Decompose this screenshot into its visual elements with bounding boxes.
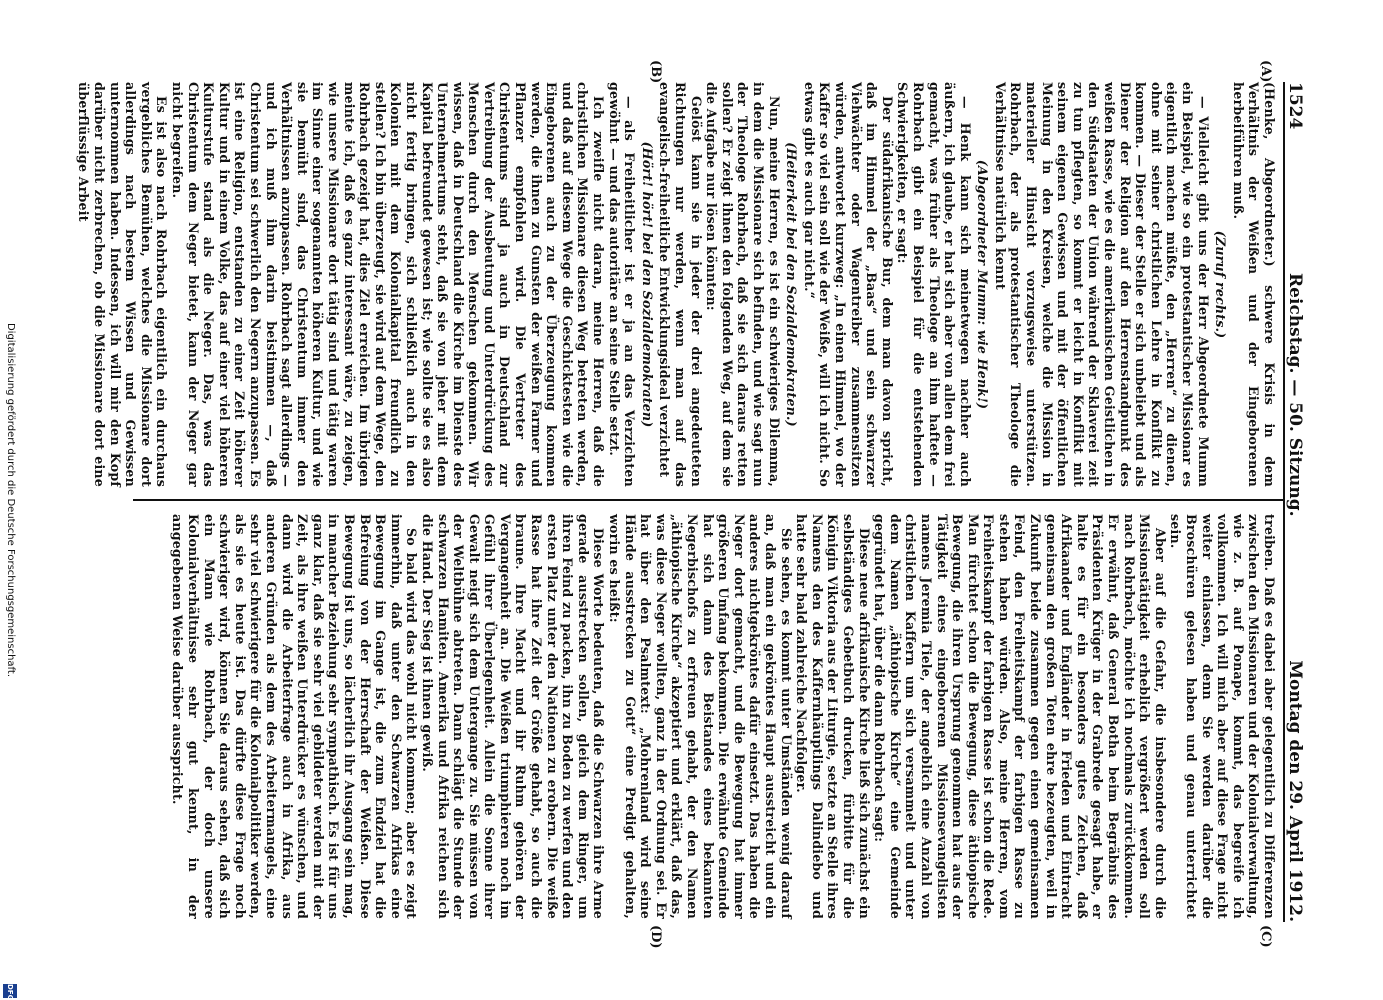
paragraph: So bald wird das wohl nicht kommen; aber es zeigt immerhin, daß unter den Schwarzen Afrikas eine Bewegung im Gange ist, die zum Endziel hat die Befreiung von der Herrschaft der Weißen. Diese Bewegung ist uns, so lächerlich ihr Ausgang sein mag, in mancher Beziehung sehr sympathisch. Es ist für uns ganz klar, daß sie sehr viel gebildeter werden mit der Zeit, als ihre weißen Unterdrücker es wünschen, und dann wird die Arbeiterfrage auch in Afrika, aus anderen Gründen als dem des Arbeitermangels, eine sehr viel schwierigere für die Kolonialpolitiker werden, als sie es heute ist. Das dürfte diese Frage noch schwieriger wird, können Sie daraus sehen, daß sich ein Mann wie Rohrbach, der doch unsere Kolonialverhältnisse sehr gut kennt, in der angegebenen Weise darüber ausspricht. [170, 514, 420, 919]
margin-marker-c: (C) [1258, 925, 1273, 948]
paragraph: Diese neue afrikanische Kirche ließ sich zunächst ein selbständiges Gebetbuch drucken, fürbitte für die Königin Viktoria aus der Liturgie, setzte an Stelle ihres Namens den des Kaffernhäuptlings Dalindiebo und hatte sehr bald zahlreiche Nachfolger. [794, 514, 872, 919]
margin-marker-b: (B) [648, 60, 663, 84]
interjection: (Hört! hört! bei den Sozialdemokraten) [639, 141, 655, 428]
paragraph: Aber auf die Gefahr, die insbesondere durch die Missionstätigkeit erheblich vergrößert werden soll nach Rohrbach, möchte ich nochmals zurückkommen. Er erwähnt, daß General Botha beim Begräbnis des Präsidenten Krüger in der Grabrede gesagt habe, er halte es für ein besonders gutes Zeichen, daß Afrikaander und Engländer in Frieden und Eintracht gemeinsam den großen Toten ehre bezeugten, weil in Zukunft beide zusammen gegen einen gemeinsamen Feind, den Freiheitskampf der farbigen Rasse zu stehen haben würden. Also, meine Herren, vom Freiheitskampf der farbigen Rasse ist schon die Rede. Man fürchtet schon die Bewegung, diese äthiopische Bewegung, die ihren Ursprung genommen hat aus der Tätigkeit eines eingeborenen Missionsevangelisten namens Jeremia Tiele, der angeblich eine Anzahl von christlichen Kaffern um sich versammelt und unter dem Namen „äthiopische Kirche“ eine Gemeinde gegründet hat, über die dann Rohrbach sagt: [872, 514, 1168, 919]
paragraph: Diese Worte bedeuten, daß die Schwarzen ihre Arme gerade ausstrecken sollen, gleich dem Ringer, um ihren Feind zu packen, ihn zu Boden zu werfen und den ersten Platz unter den Nationen zu erobern. Die weiße Rasse hat ihre Zeit der Größe gehabt, so auch die braune. Ihre Macht und ihr Ruhm gehören der Vergangenheit an. Die Weißen triumphieren noch im Gefühl ihrer Überlegenheit. Allein die Sonne ihrer Gewalt neigt sich dem Untergange zu. Sie müssen von der Weltbühne abtreten. Dann schlägt die Stunde der schwarzen Hamiten. Amerika und Afrika reichen sich die Hand. Der Sieg ist ihnen gewiß. [419, 514, 607, 919]
paragraph: Der südafrikanische Bur, dem man davon spricht, daß im Himmel der „Baas“ und sein schwarzer Viehwächter oder Wagentreiber zusammensitzen würden, antwortet kurzweg: „In einen Himmel, wo der Kaffer so viel sein soll wie der Weiße, will ich nicht. So etwas gibt es auch gar nicht.“ [801, 82, 895, 487]
left-column [76, 82, 1277, 487]
paragraph: Es ist also nach Rohrbach eigentlich ein durchaus vergebliches Bemühen, welches die Missionare dort allerdings nach bestem Wissen und Gewissen unternommen haben. Indessen, ich will mir den Kopf darüber nicht zerbrechen, ob die Missionare dort eine überflüssige Arbeit [76, 82, 170, 487]
digitization-credit: Digitalisierung gefördert durch die Deutsche Forschungsgemeinschaft. [5, 322, 16, 678]
paragraph: — Henk kann sich meinetwegen nachher auch äußern, ich glaube, er hat sich aber von allen dem frei gemacht, was früher als Theologe an ihm haftete — Rohrbach gibt ein Beispiel für die entstehenden Schwierigkeiten, er sagt: [895, 82, 973, 487]
interjection: (Abgeordneter Mumm: wie Henk!) [975, 159, 991, 410]
header-title: Reichstag. — 50. Sitzung. [1285, 273, 1305, 517]
page-header [1283, 82, 1315, 922]
right-column [170, 514, 1277, 919]
interjection: (Heiterkeit bei den Sozialdemokraten.) [784, 142, 800, 427]
paragraph: — Vielleicht gibt uns der Herr Abgeordnete Mumm ein Beispiel, wie so ein protestantischer Missionar es eigentlich machen müßte, den „Herren“ zu dienen, ohne mit seiner christlichen Lehre in Konflikt zu kommen. — Dieser der Stelle er sich unbeliebt und als Diener der Religion auf den Herrenstandpunkt des weißen Rasse, wie es die amerikanischen Geistlichen in den Südstaaten der Union während der Sklaverei zeit zu tun pflegten, so kommt er leicht in Konflikt mit seinem eigenen Gewissen und mit der öffentlichen Meinung in den Kreisen, welche die Mission in materieller Hinsicht vorzugsweise unterstützen. Rohrbach, der als protestantischer Theologe die Verhältnisse natürlich kennt [992, 82, 1211, 487]
paragraph: Nun, meine Herren, es ist ein schwieriges Dilemma, in dem die Missionare sich befinden, und wie sagt nun der Theologe Rohrbach, daß sie sich daraus retten sollen? Er zeigt ihnen den folgenden Weg, auf dem sie die Aufgabe nur lösen könnten: [704, 82, 782, 487]
column-divider [133, 499, 1283, 501]
paragraph: treiben. Daß es dabei aber gelegentlich zu Differenzen zwischen den Missionaren und der Kolonialverwaltung, wie z. B. auf Ponape, kommt, das begreife ich vollkommen. Ich will mich aber auf diese Frage nicht weiter einlassen, denn Sie werden darüber die Broschüren gelesen haben und genau unterrichtet sein. [1168, 514, 1277, 919]
paragraph: — als Freiheitlicher ist er ja an das Verzichten gewöhnt — und das autoritäre an seine Stelle setzt. [606, 82, 638, 487]
interjection: (Zuruf rechts.) [1213, 230, 1229, 339]
page-number: 1524 [1285, 82, 1305, 130]
paragraph: Gelöst kann sie in jeder der drei angedeuteten Richtungen nur werden, wenn man auf das evangelisch-freiheitliche Entwicklungsideal verzichtet [657, 82, 704, 487]
dfg-logo: DFG [3, 984, 17, 998]
paragraph: Ich zweifle nicht daran, meine Herren, daß die christlichen Missionare diesen Weg betreten werden, und daß auf diesem Wege die Geschicktesten wie die Eingeborenen auch zu der Überzeugung kommen werden, die ihnen zu Gunsten der weißen Farmer und Pflanzer empfohlen wird. Die Vertreter des Christentums sind ja auch in Deutschland zur Vertreibung der Ausbeutung und Unterdrückung des Menschen durch den Menschen gekommen. Wir wissen, daß in Deutschland die Kirche im Dienste des Unternehmertums steht, daß sie von jeher mit dem Kapital befreundet gewesen ist; wie sollte sie es also nicht fertig bringen, sich schließlich auch in den Kolonien mit dem Kolonialkapital freundlich zu stellen? Ich bin überzeugt, sie wird auf dem Wege, den Rohrbach gezeigt hat, dies Ziel erreichen. Im übrigen meinte ich, daß es ganz interessant wäre, zu zeigen, wie unsere Missionare dort tätig sind und tätig waren im Sinne einer sogenannten höheren Kultur, und wie sie bemüht sind, das Christentum immer den Verhältnissen anzupassen. Rohrbach sagt allerdings — und ich muß ihm darin beistimmen —, daß Christentum sei schwerlich den Negern anzupassen. Es ist eine Religion, entstanden zu einer Zeit höherer Kultur und in einem Volke, das auf einer viel höheren Kulturstufe stand als die Neger. Das, was das Christentum dem Neger bietet, kann der Neger gar nicht begreifen. [170, 82, 607, 487]
footer [0, 0, 18, 1000]
paragraph: Sie sehen, es kommt unter Umständen wenig darauf an, daß man ein gekröntes Haupt ausstreicht und ein anderes nichtgekröntes dafür einsetzt. Das haben die Neger dort gemacht, und die Bewegung hat immer größeren Umfang bekommen. Die erwähnte Gemeinde hat sich dann des Beistandes eines bekannten Negerbischofs zu erfreuen gehabt, der den Namen „äthiopische Kirche“ akzeptiert und erklärt, daß das, was diese Neger wollten, ganz in der Ordnung sei. Er hat über den Psalmtext: „Mohrenland wird seine Hände ausstrecken zu Gott“ eine Predigt gehalten, worin es heißt: [607, 514, 794, 919]
header-date: Montag den 29. April 1912. [1285, 660, 1305, 922]
margin-marker-a: (A) [1258, 60, 1273, 83]
margin-marker-d: (D) [648, 925, 663, 949]
paragraph: (Henke, Abgeordneter.) schwere Krisis in dem Verhältnis der Weißen und der Eingeborenen herbeiführen muß. [1230, 82, 1277, 487]
